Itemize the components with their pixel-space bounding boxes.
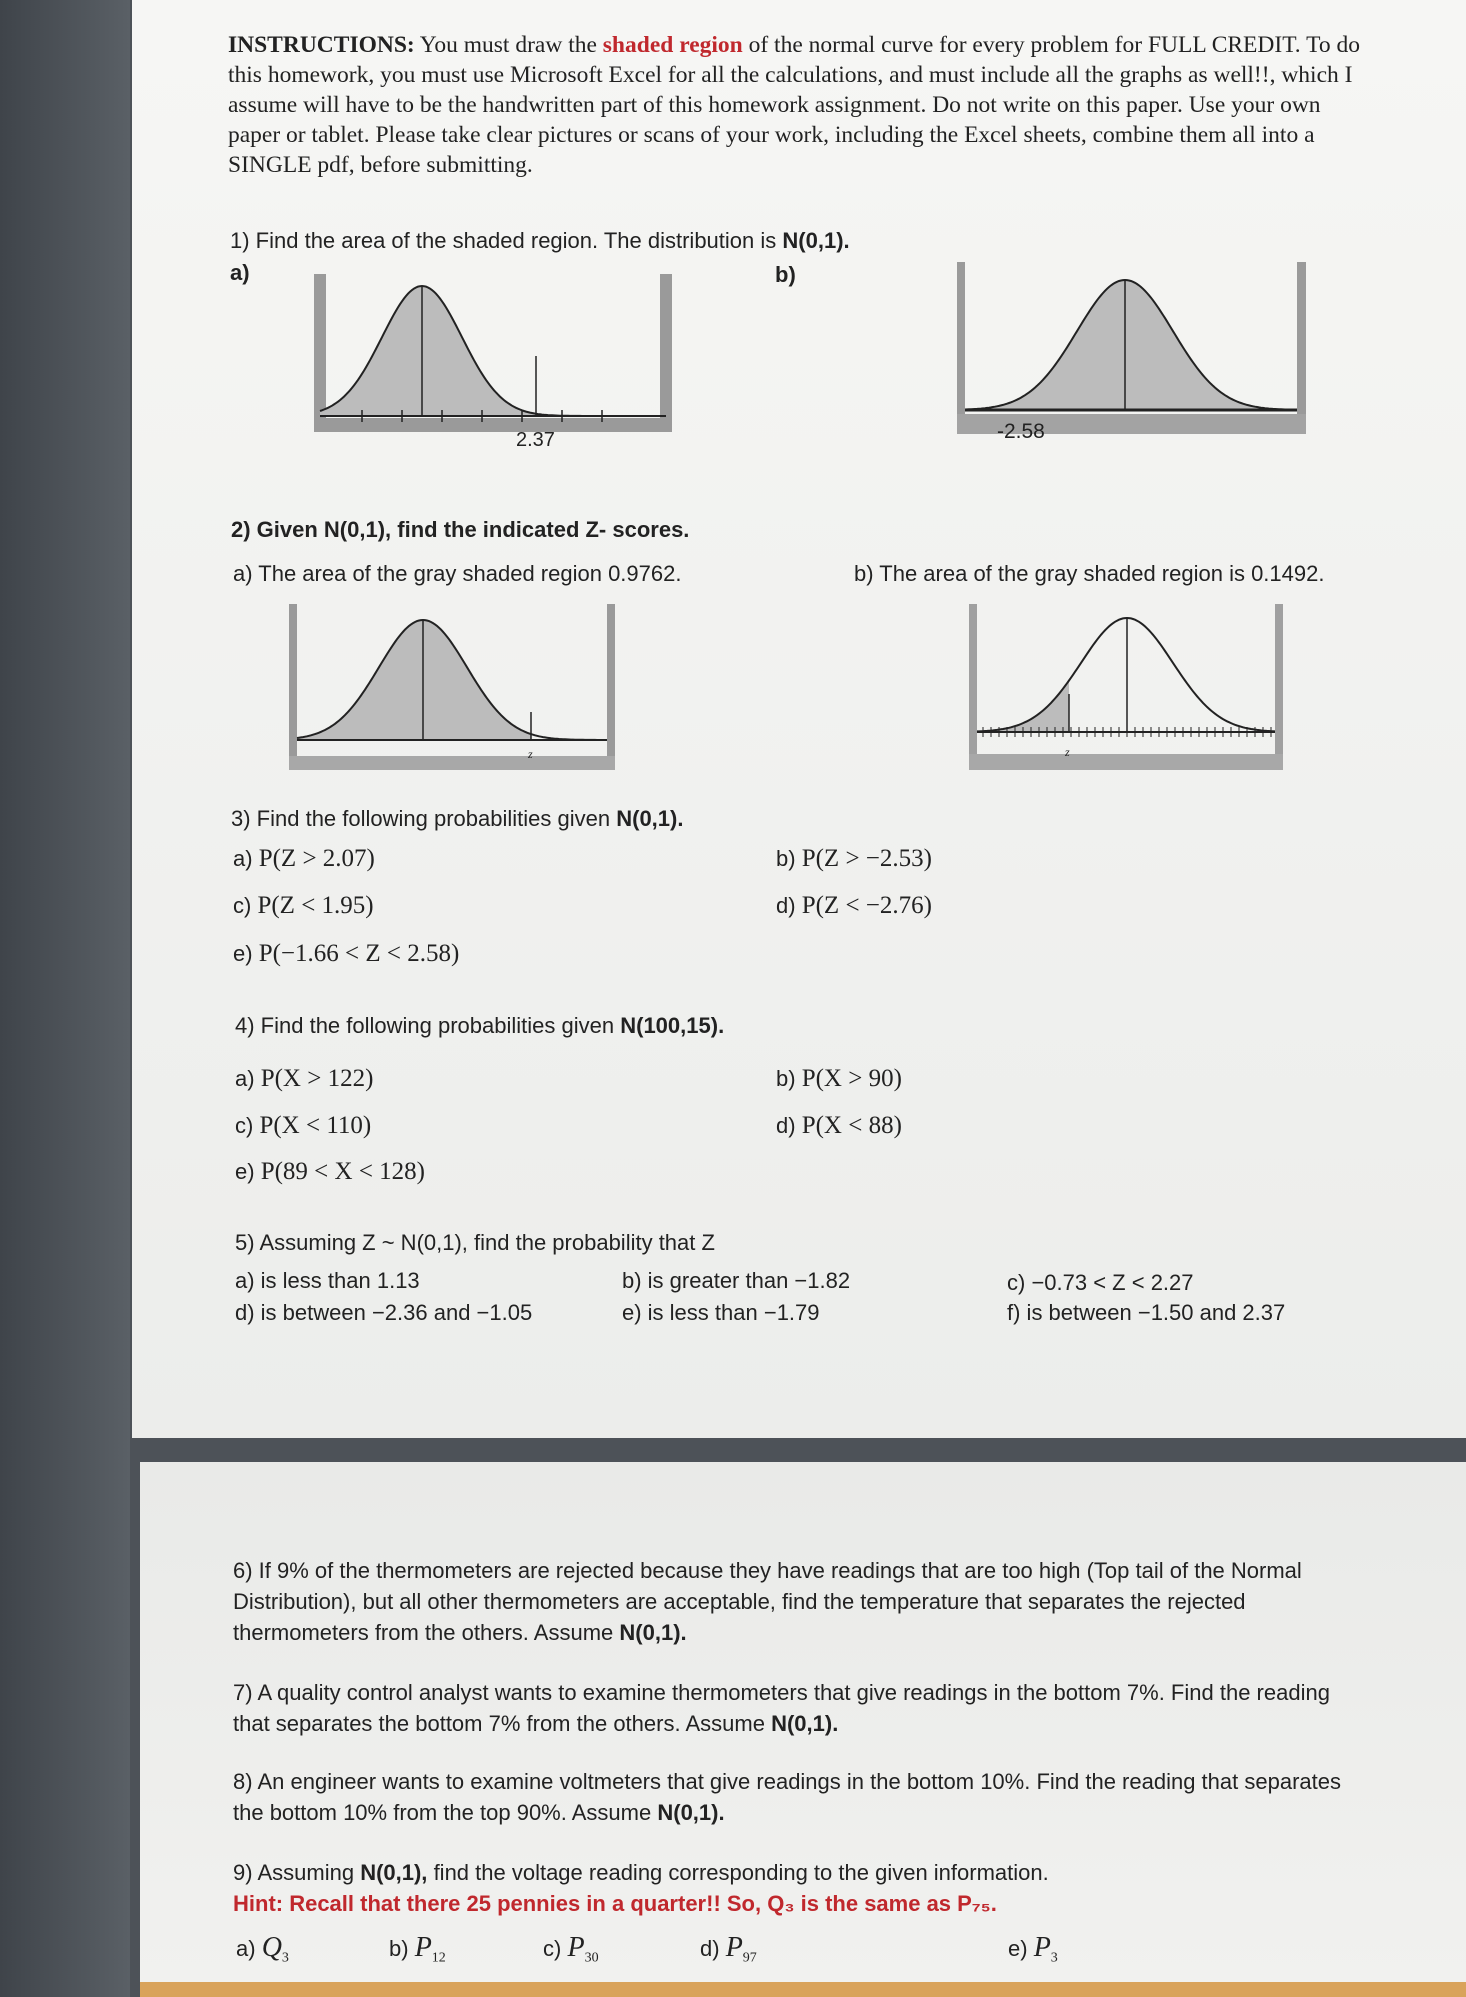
q5-title: 5) Assuming Z ~ N(0,1), find the probability that Z (235, 1230, 715, 1255)
q5-e: e) is less than −1.79 (622, 1300, 820, 1325)
q3-b: b) P(Z > −2.53) (776, 845, 932, 872)
q3-title: 3) Find the following probabilities given N(0,1). (231, 806, 684, 831)
q2-b-text: b) The area of the gray shaded region is 0.1492. (854, 561, 1325, 586)
chart-frame-bottom (289, 756, 615, 770)
chart-frame-bottom (969, 754, 1283, 770)
instructions-lead: INSTRUCTIONS: (228, 32, 415, 58)
q1b-z-label: -2.58 (997, 420, 1045, 443)
q3-c: c) P(Z < 1.95) (233, 892, 374, 919)
q6-text: 6) If 9% of the thermometers are rejected because they have readings that are too high (Top tail of the Normal Distribution), but all other thermometers are acceptable, find the temperature that separates the rejected thermometers from the others. Assume N(0,1). (233, 1558, 1302, 1645)
q2-a-text: a) The area of the gray shaded region 0.9762. (233, 561, 682, 586)
q2b-z-axis-label: z (1065, 745, 1070, 759)
q9-b: b) $P_{12}$ (389, 1932, 446, 1966)
q4-b: b) P(X > 90) (776, 1065, 902, 1092)
q5-a: a) is less than 1.13 (235, 1268, 420, 1293)
shaded-region (977, 681, 1069, 733)
q4-d: d) P(X < 88) (776, 1112, 902, 1139)
q4-c: c) P(X < 110) (235, 1112, 372, 1139)
chart-frame-right (660, 274, 672, 430)
q5-f: f) is between −1.50 and 2.37 (1007, 1300, 1286, 1325)
q4-a: a) P(X > 122) (235, 1065, 374, 1092)
q4-e: e) P(89 < X < 128) (235, 1158, 425, 1185)
chart-frame-left (314, 274, 326, 430)
chart-frame-right (1297, 262, 1306, 434)
q9-e: e) $P_3$ (1008, 1932, 1058, 1966)
q5-d: d) is between −2.36 and −1.05 (235, 1300, 533, 1325)
q1-b-label: b) (775, 262, 796, 287)
instructions-emphasis: shaded region (602, 32, 743, 58)
q2a-normal-curve-chart (285, 604, 625, 774)
q9-title: 9) Assuming N(0,1), find the voltage reading corresponding to the given information. (233, 1860, 1049, 1885)
q1a-normal-curve-chart (300, 268, 680, 468)
normal-curve (977, 618, 1275, 731)
shaded-region (965, 280, 1297, 410)
q7-text: 7) A quality control analyst wants to examine thermometers that give readings in the bottom 7%. Find the reading that separates the bottom 7% from the others. Assume N(0,1). (233, 1680, 1330, 1736)
q2b-normal-curve-chart (965, 604, 1295, 774)
instructions-paragraph (228, 30, 1368, 180)
chart-frame-left (289, 604, 297, 768)
q9-c: c) $P_{30}$ (543, 1932, 599, 1966)
q2a-z-axis-label: z (528, 747, 533, 761)
q4-title: 4) Find the following probabilities given N(100,15). (235, 1013, 725, 1038)
instructions-part2: of the normal curve for every problem for FULL CREDIT. To do this homework, you must use Microsoft Excel for all the calculations, and must include all the graphs as well!!, which I assume will have to be the handwritten part of this homework assignment. Do not write on this paper. Use your own paper or tablet. Please take clear pictures or scans of your work, including the Excel sheets, combine them all into a SINGLE pdf, before submitting. (228, 32, 1360, 178)
q9-hint: Hint: Recall that there 25 pennies in a quarter!! So, Q₃ is the same as P₇₅. (233, 1891, 997, 1916)
q1b-normal-curve-chart (955, 262, 1315, 462)
background-left-edge (0, 0, 130, 1997)
shaded-region (320, 286, 536, 416)
chart-frame-right (1275, 604, 1283, 768)
q1-title: 1) Find the area of the shaded region. The distribution is N(0,1). (230, 228, 850, 253)
chart-frame-left (969, 604, 977, 768)
chart-frame-bottom (314, 418, 672, 432)
q8-text: 8) An engineer wants to examine voltmeters that give readings in the bottom 10%. Find the reading that separates the bottom 10% from the top 90%. Assume N(0,1). (233, 1769, 1341, 1825)
q9-a: a) $Q_3$ (236, 1932, 289, 1966)
instructions-part1: You must draw the (419, 32, 597, 58)
q1a-z-label: 2.37 (516, 429, 555, 451)
chart-frame-left (957, 262, 965, 434)
q3-d: d) P(Z < −2.76) (776, 892, 932, 919)
q9-d: d) $P_{97}$ (700, 1932, 757, 1966)
q3-e: e) P(−1.66 < Z < 2.58) (233, 940, 460, 967)
shaded-region (297, 620, 531, 740)
q2-title: 2) Given N(0,1), find the indicated Z- scores. (231, 517, 690, 542)
q3-a: a) P(Z > 2.07) (233, 845, 375, 872)
chart-frame-right (607, 604, 615, 768)
q5-b: b) is greater than −1.82 (622, 1268, 851, 1293)
background-desk-strip (140, 1982, 1466, 1997)
q5-c: c) −0.73 < Z < 2.27 (1007, 1270, 1194, 1295)
q1-a-label: a) (230, 260, 250, 285)
